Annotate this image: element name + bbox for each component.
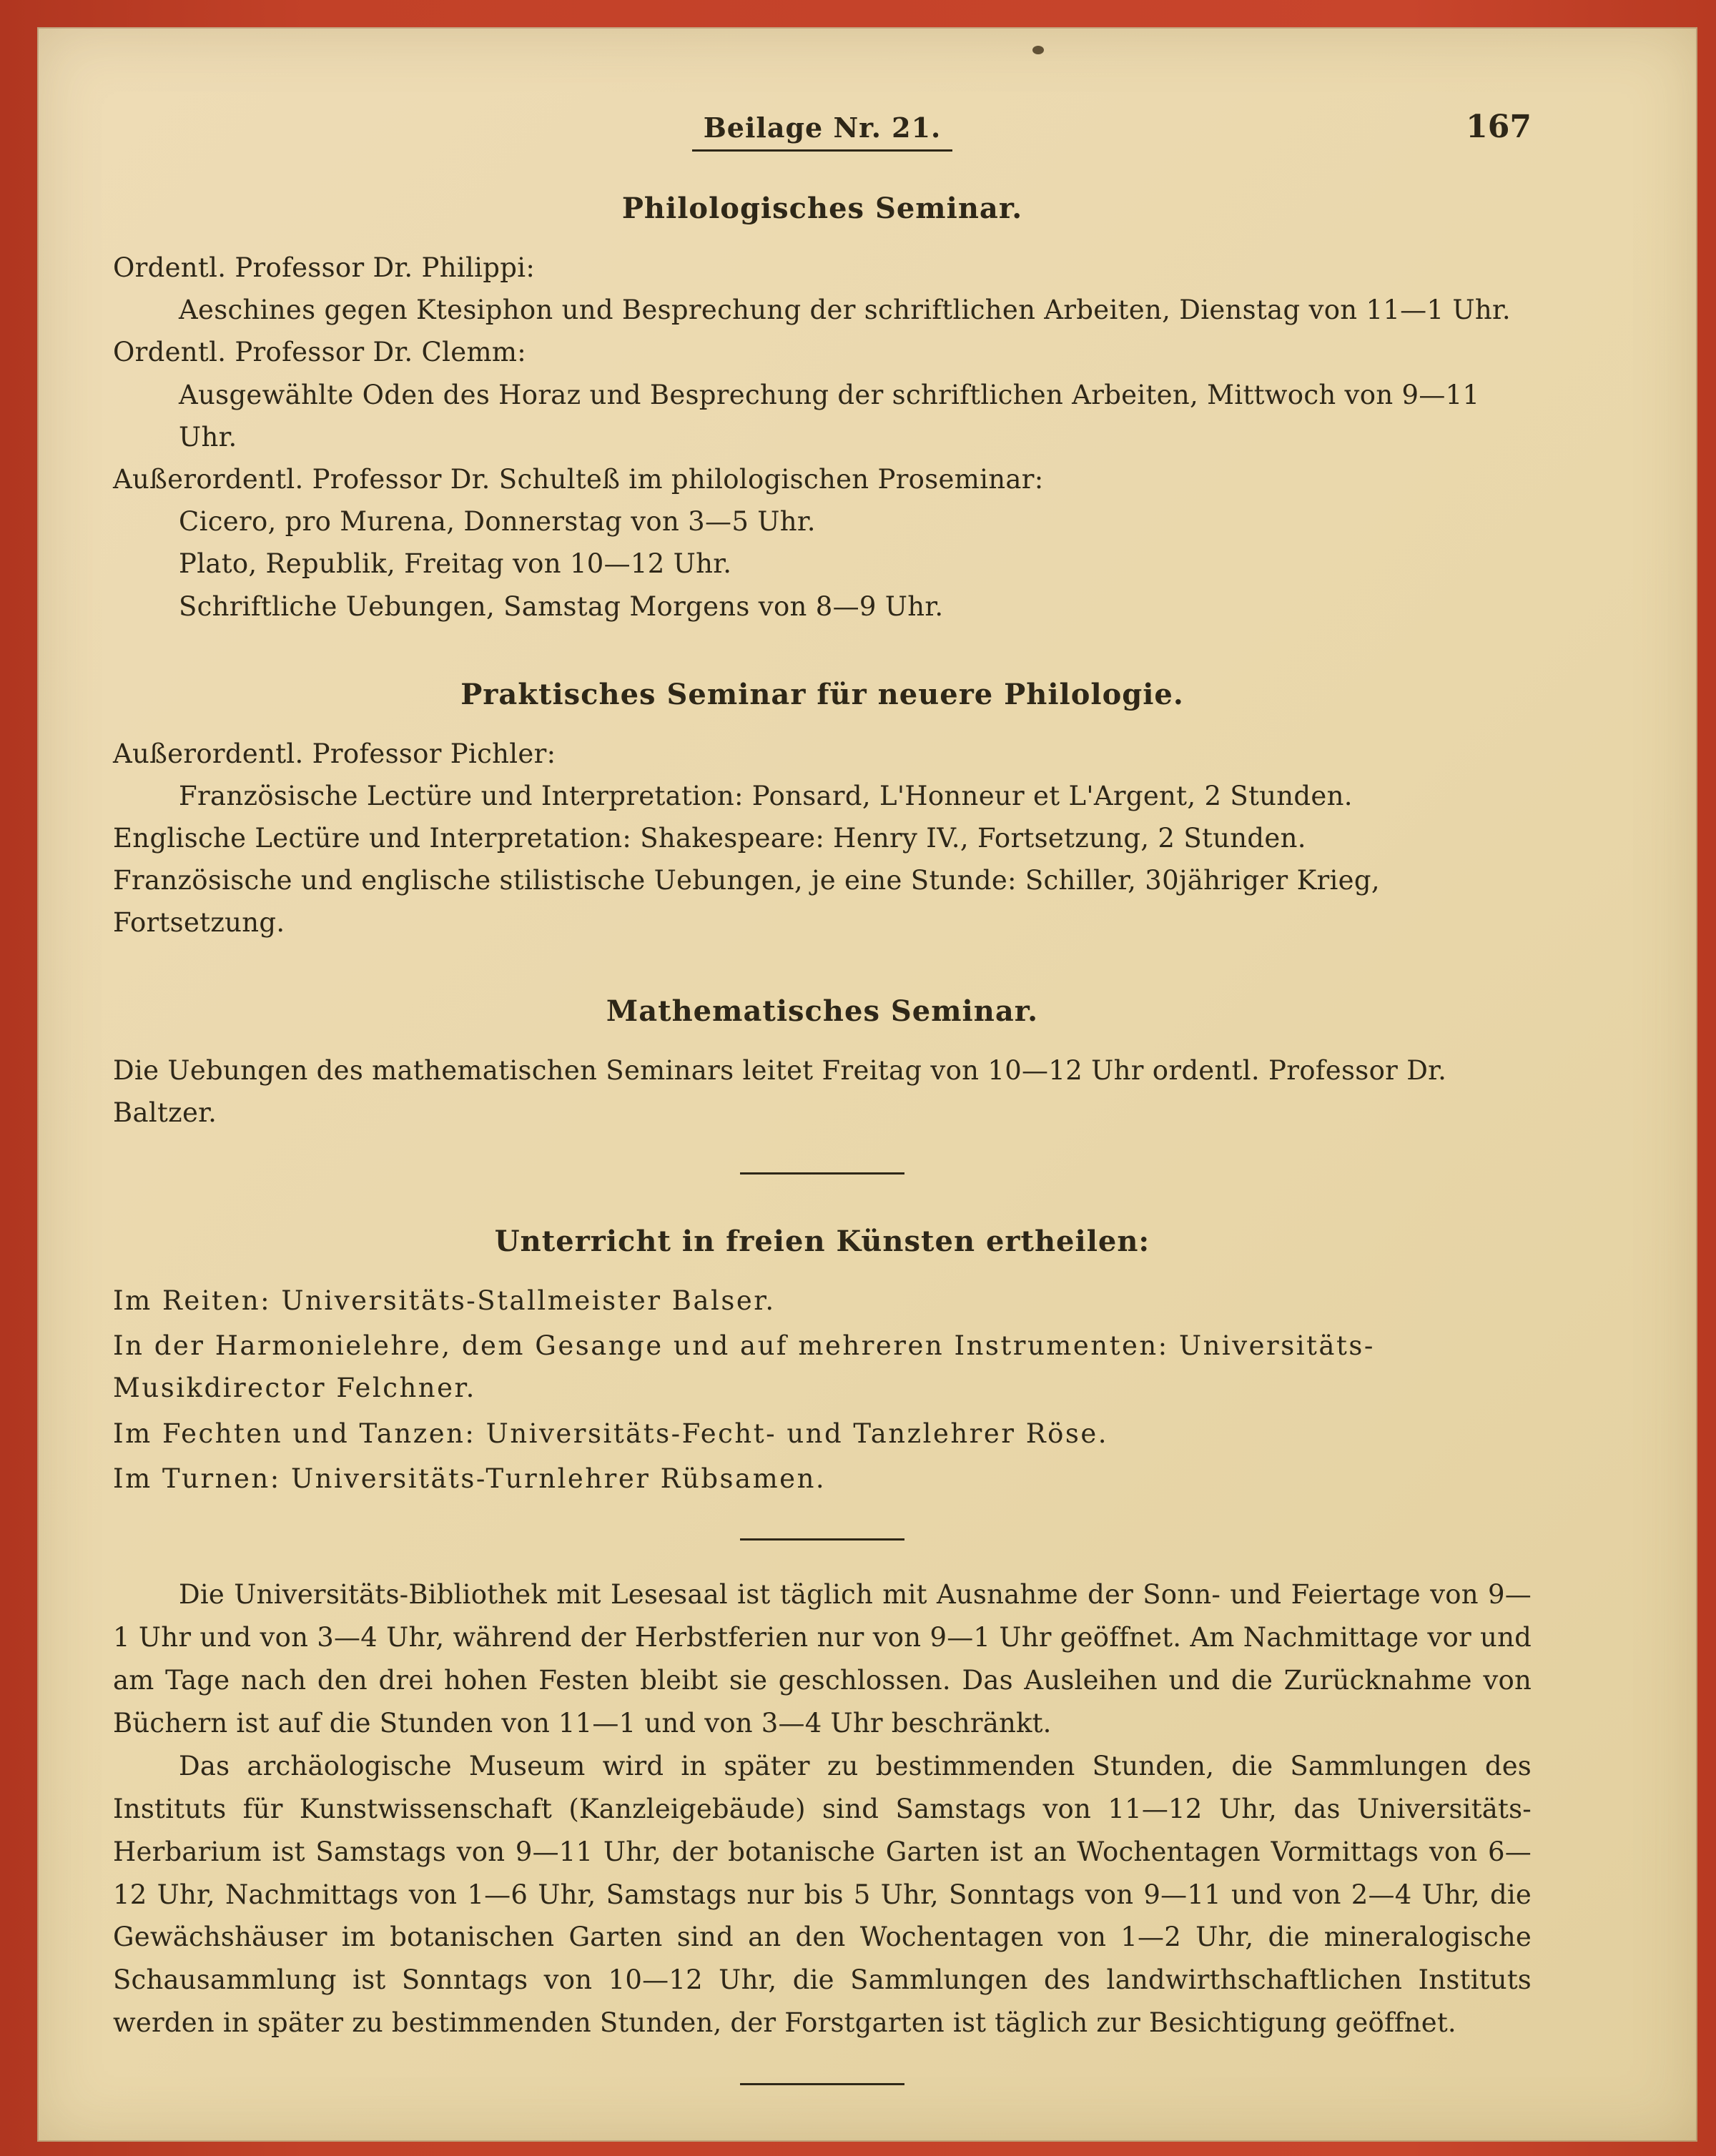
- beilage-title: Beilage Nr. 21.: [692, 112, 953, 152]
- section-divider: [740, 1172, 904, 1175]
- ink-speck: [1032, 46, 1044, 54]
- section-divider: [740, 1538, 904, 1541]
- page-header: [113, 109, 1532, 166]
- section-heading: Philologisches Seminar.: [621, 192, 1023, 225]
- course-line: Ausgewählte Oden des Horaz und Besprechung der schriftlichen Arbeiten, Mittwoch von 9—11 Uhr.: [179, 379, 1480, 453]
- free-arts-item: Im Fechten und Tanzen: Universitäts-Fecht- und Tanzlehrer Röse.: [113, 1418, 1108, 1449]
- section-heading: Praktisches Seminar für neuere Philologie.: [460, 677, 1184, 711]
- course-line: Ordentl. Professor Dr. Philippi:: [113, 252, 536, 283]
- course-line: Englische Lectüre und Interpretation: Shakespeare: Henry IV., Fortsetzung, 2 Stunden.: [113, 823, 1306, 854]
- free-arts-item: In der Harmonielehre, dem Gesange und auf mehreren Instrumenten: Universitäts-Musikdirector Felchner.: [113, 1330, 1375, 1404]
- course-line: Schriftliche Uebungen, Samstag Morgens von 8—9 Uhr.: [179, 590, 944, 622]
- free-arts-item: Im Reiten: Universitäts-Stallmeister Balser.: [113, 1285, 776, 1316]
- course-line: Cicero, pro Murena, Donnerstag von 3—5 Uhr.: [179, 506, 816, 538]
- course-line: Aeschines gegen Ktesiphon und Besprechung der schriftlichen Arbeiten, Dienstag von 11—1 Uhr.: [179, 295, 1511, 326]
- section-heading: Unterricht in freien Künsten ertheilen:: [494, 1225, 1150, 1258]
- notice-paragraph: Die Universitäts-Bibliothek mit Lesesaal ist täglich mit Ausnahme der Sonn- und Feiertage von 9—1 Uhr und von 3—4 Uhr, während der Herbstferien nur von 9—1 Uhr geöffnet. Am Nachmittage vor und am Tage nach den drei hohen Festen bleibt sie geschlossen. Das Ausleihen und die Zurücknahme von Büchern ist auf die Stunden von 11—1 und von 3—4 Uhr beschränkt.: [113, 1578, 1532, 1739]
- document-body: [113, 192, 1532, 2085]
- section-divider: [740, 2083, 904, 2085]
- free-arts-item: Im Turnen: Universitäts-Turnlehrer Rübsamen.: [113, 1463, 827, 1494]
- notice-paragraph: Das archäologische Museum wird in später zu bestimmenden Stunden, die Sammlungen des Instituts für Kunstwissenschaft (Kanzleigebäude) sind Samstags von 11—12 Uhr, das Universitäts-Herbarium ist Samstags von 9—11 Uhr, der botanische Garten ist an Wochentagen Vormittags von 6—12 Uhr, Nachmittags von 1—6 Uhr, Samstags nur bis 5 Uhr, Sonntags von 9—11 und von 2—4 Uhr, die Gewächshäuser im botanischen Garten sind an den Wochentagen von 1—2 Uhr, die mineralogische Schausammlung ist Sonntags von 10—12 Uhr, die Sammlungen des landwirthschaftlichen Instituts werden in später zu bestimmenden Stunden, der Forstgarten ist täglich zur Besichtigung geöffnet.: [113, 1750, 1532, 2039]
- course-line: Plato, Republik, Freitag von 10—12 Uhr.: [179, 548, 732, 580]
- course-line: Die Uebungen des mathematischen Seminars leitet Freitag von 10—12 Uhr ordentl. Professor Dr. Baltzer.: [113, 1054, 1447, 1128]
- section-heading: Mathematisches Seminar.: [606, 994, 1039, 1028]
- page-number: 167: [1466, 109, 1532, 145]
- course-line: Ordentl. Professor Dr. Clemm:: [113, 337, 526, 368]
- course-line: Außerordentl. Professor Dr. Schulteß im philologischen Proseminar:: [113, 463, 1044, 495]
- document-page: [37, 27, 1697, 2142]
- course-line: Französische Lectüre und Interpretation: Ponsard, L'Honneur et L'Argent, 2 Stunden.: [179, 780, 1353, 811]
- course-line: Französische und englische stilistische Uebungen, je eine Stunde: Schiller, 30jähriger Krieg, Fortsetzung.: [113, 865, 1380, 939]
- course-line: Außerordentl. Professor Pichler:: [113, 738, 556, 769]
- page-content: [113, 109, 1532, 2118]
